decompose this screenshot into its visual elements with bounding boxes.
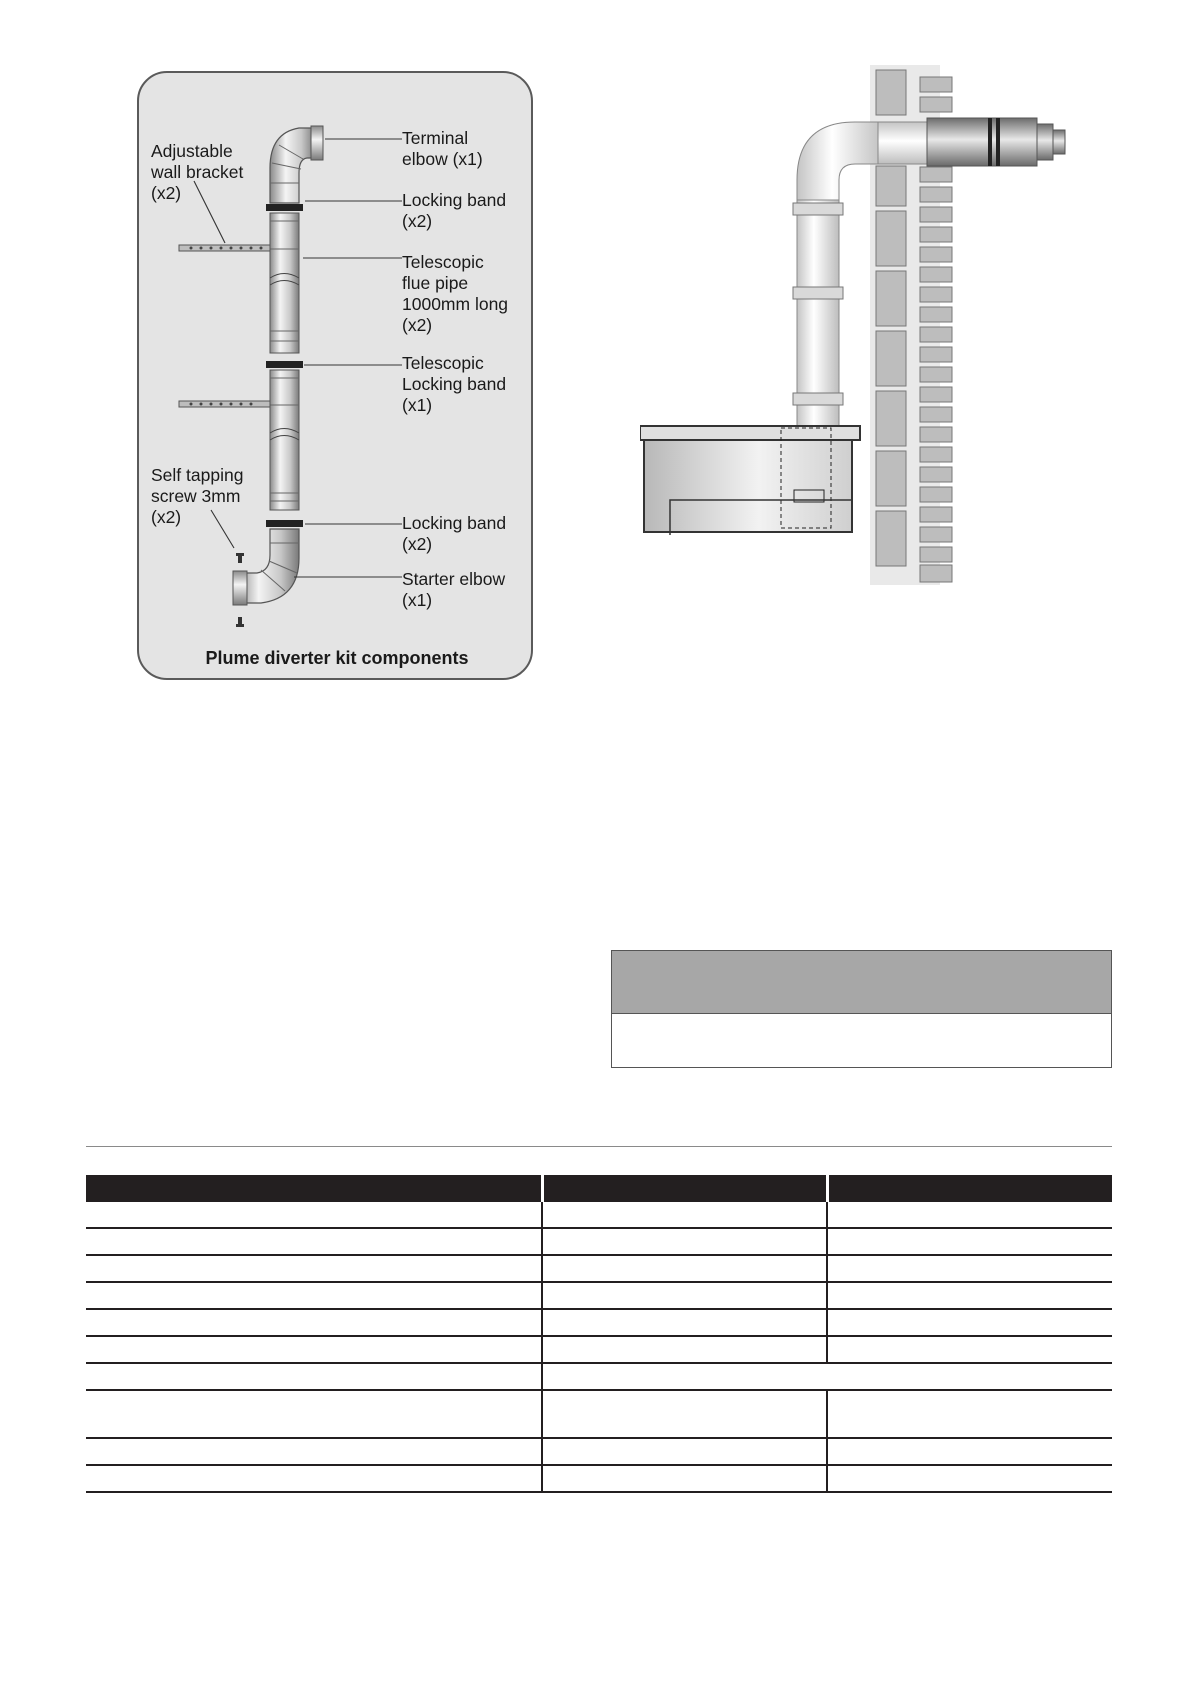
flue-terminal <box>927 118 1065 166</box>
self-tapping-screw-label: Self tapping screw 3mm (x2) <box>151 465 244 527</box>
table-cell <box>86 1363 542 1390</box>
section-rule <box>86 1146 1112 1147</box>
table-cell <box>542 1363 1112 1390</box>
table-cell <box>827 1438 1112 1465</box>
kit-components-panel <box>137 71 533 680</box>
adjustable-bracket-upper-part <box>179 245 270 251</box>
telescopic-pipe-label: Telescopic flue pipe 1000mm long (x2) <box>402 252 509 335</box>
spec-table <box>86 1175 1112 1493</box>
table-cell <box>542 1336 827 1363</box>
plume-installation-illustration <box>640 60 1080 600</box>
table-cell <box>542 1255 827 1282</box>
terminal-elbow-part <box>270 126 323 203</box>
table-row <box>86 1336 1112 1363</box>
table-cell <box>86 1282 542 1309</box>
table-cell <box>542 1282 827 1309</box>
table-header-row <box>86 1175 1112 1202</box>
starter-elbow-label: Starter elbow (x1) <box>402 569 506 610</box>
kit-caption: Plume diverter kit components <box>205 648 469 668</box>
table-cell <box>86 1390 542 1438</box>
note-box-header <box>612 951 1111 1014</box>
table-cell <box>827 1465 1112 1492</box>
table-row <box>86 1363 1112 1390</box>
locking-band-bottom-part <box>266 520 303 527</box>
telescopic-band-label: Telescopic Locking band (x1) <box>402 353 507 415</box>
table-cell <box>542 1465 827 1492</box>
table-cell <box>86 1202 542 1228</box>
table-cell <box>86 1336 542 1363</box>
table-header-cell <box>827 1175 1112 1202</box>
table-cell <box>827 1309 1112 1336</box>
table-row <box>86 1390 1112 1438</box>
table-cell <box>827 1282 1112 1309</box>
table-cell <box>542 1309 827 1336</box>
table-row <box>86 1282 1112 1309</box>
table-row <box>86 1255 1112 1282</box>
telescopic-pipe-upper-part <box>270 213 299 353</box>
locking-band-top-label: Locking band (x2) <box>402 190 507 231</box>
table-cell <box>827 1336 1112 1363</box>
table-header-cell <box>542 1175 827 1202</box>
telescopic-pipe-lower-part <box>270 370 299 510</box>
table-row <box>86 1228 1112 1255</box>
locking-band-bottom-label: Locking band (x2) <box>402 513 507 554</box>
adjustable-bracket-lower-part <box>179 401 270 407</box>
starter-elbow-part <box>233 529 299 605</box>
table-row <box>86 1465 1112 1492</box>
table-row <box>86 1202 1112 1228</box>
table-cell <box>827 1228 1112 1255</box>
table-row <box>86 1438 1112 1465</box>
table-cell <box>86 1465 542 1492</box>
table-header-cell <box>86 1175 542 1202</box>
table-cell <box>86 1309 542 1336</box>
table-row <box>86 1309 1112 1336</box>
table-cell <box>542 1390 827 1438</box>
table-cell <box>542 1438 827 1465</box>
terminal-elbow-label: Terminal elbow (x1) <box>402 128 483 169</box>
table-cell <box>86 1255 542 1282</box>
table-cell <box>86 1438 542 1465</box>
table-cell <box>542 1202 827 1228</box>
boiler-unit <box>640 426 860 535</box>
locking-band-top-part <box>266 204 303 211</box>
table-cell <box>827 1202 1112 1228</box>
note-box <box>611 950 1112 1068</box>
table-cell <box>827 1390 1112 1438</box>
telescopic-band-part <box>266 361 303 368</box>
table-cell <box>827 1255 1112 1282</box>
adjustable-bracket-label: Adjustable wall bracket (x2) <box>151 141 244 203</box>
table-cell <box>542 1228 827 1255</box>
table-cell <box>86 1228 542 1255</box>
